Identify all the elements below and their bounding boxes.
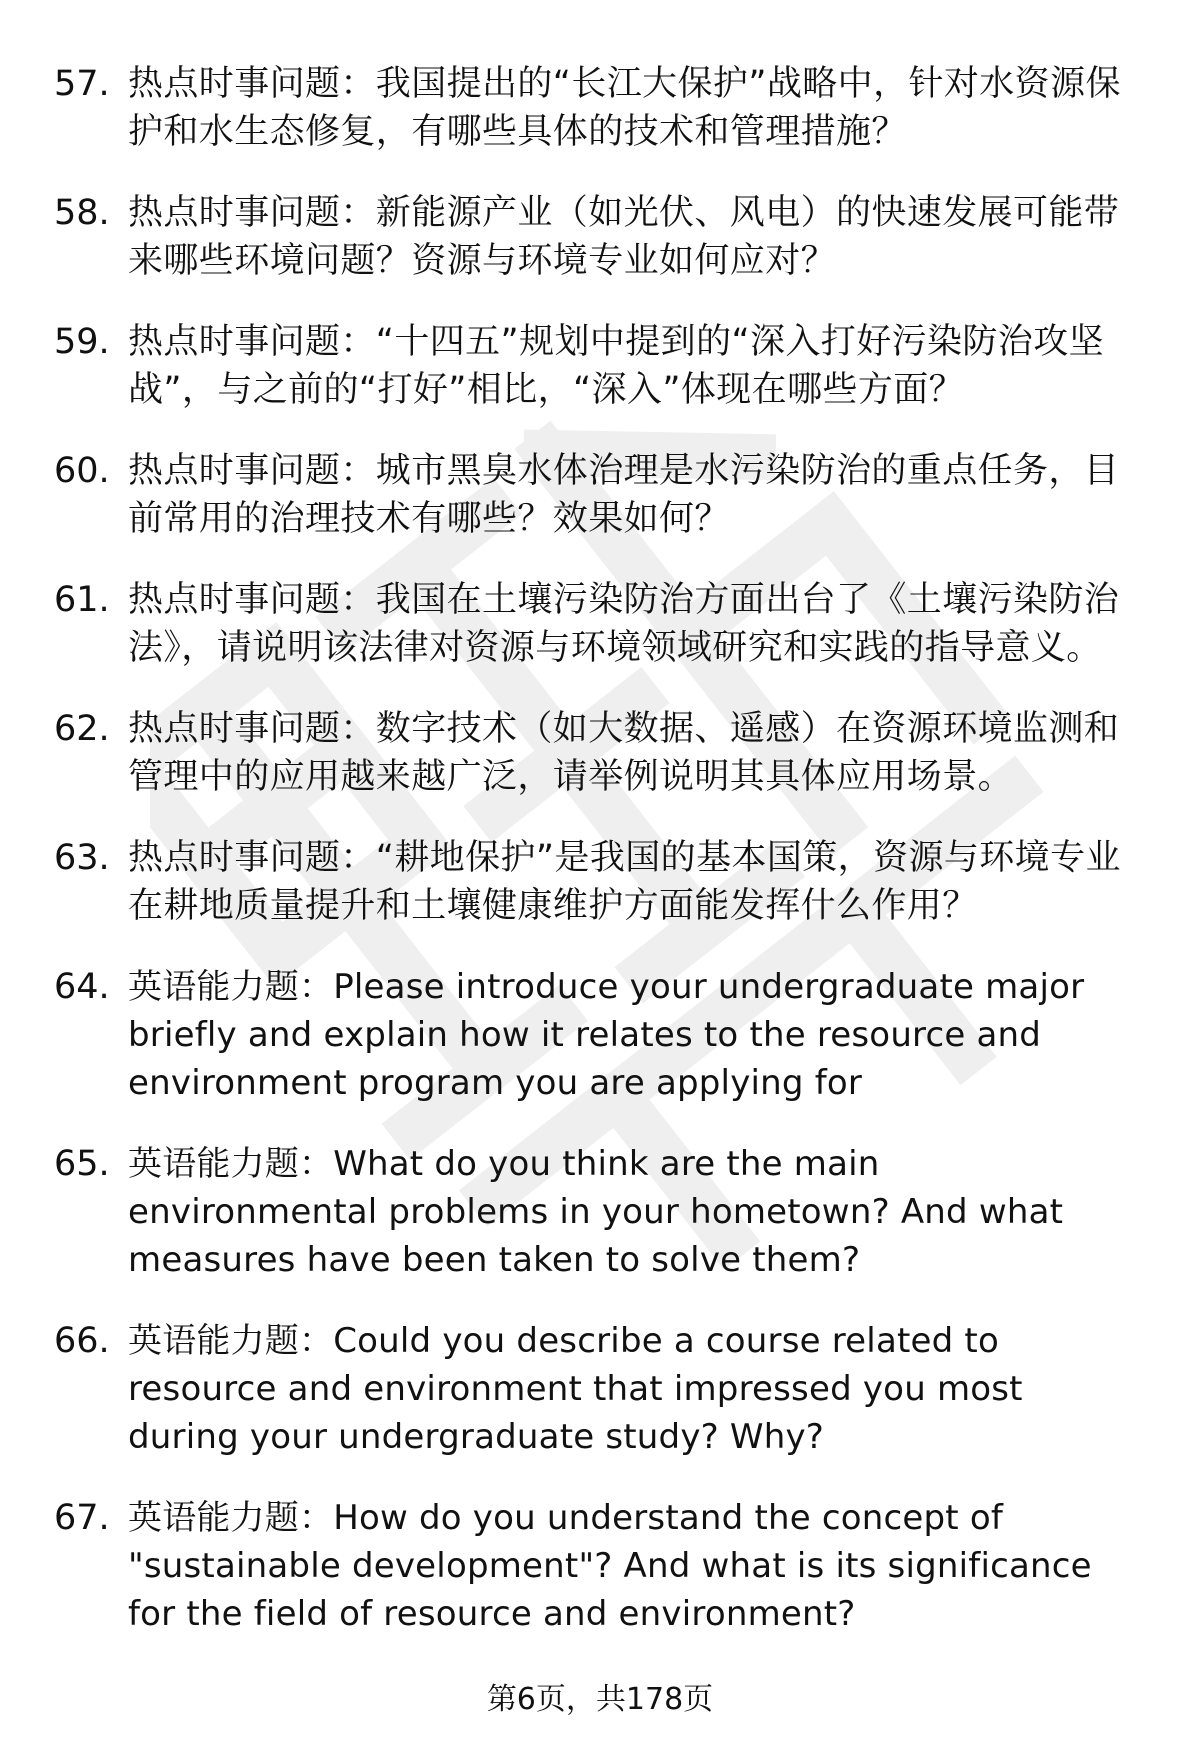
question-item <box>54 189 1154 285</box>
question-item <box>54 834 1154 930</box>
question-text: 英语能力题：Could you describe a course related to resource and environment that impressed you most during your undergraduate study? Why? <box>128 1321 1023 1457</box>
page-footer: 第6页，共178页 <box>486 1682 714 1717</box>
question-item <box>54 1494 1154 1638</box>
question-number: 65. <box>54 1144 110 1184</box>
question-number: 61. <box>54 580 110 620</box>
question-text: 热点时事问题：城市黑臭水体治理是水污染防治的重点任务，目前常用的治理技术有哪些？效果如何？ <box>128 451 1120 539</box>
question-item <box>54 447 1154 543</box>
question-number: 62. <box>54 709 110 749</box>
question-item <box>54 60 1154 156</box>
question-text: 英语能力题：Please introduce your undergraduate major briefly and explain how it relates to the resource and environment program you are applying for <box>128 967 1085 1103</box>
question-item <box>54 963 1154 1107</box>
question-number: 64. <box>54 967 110 1007</box>
question-number: 67. <box>54 1498 110 1538</box>
question-text: 热点时事问题：我国提出的“长江大保护”战略中，针对水资源保护和水生态修复，有哪些具体的技术和管理措施？ <box>128 64 1121 152</box>
question-number: 66. <box>54 1321 110 1361</box>
question-item <box>54 576 1154 672</box>
question-text: 热点时事问题：“耕地保护”是我国的基本国策，资源与环境专业在耕地质量提升和土壤健康维护方面能发挥什么作用？ <box>128 838 1121 926</box>
question-number: 60. <box>54 451 110 491</box>
question-text: 热点时事问题：“十四五”规划中提到的“深入打好污染防治攻坚战”，与之前的“打好”相比，“深入”体现在哪些方面？ <box>128 322 1104 410</box>
question-item <box>54 1140 1154 1284</box>
question-number: 58. <box>54 193 110 233</box>
question-list <box>54 60 1154 1671</box>
question-item <box>54 318 1154 414</box>
question-number: 59. <box>54 322 110 362</box>
question-item <box>54 705 1154 801</box>
question-item <box>54 1317 1154 1461</box>
question-text: 热点时事问题：我国在土壤污染防治方面出台了《土壤污染防治法》，请说明该法律对资源与环境领域研究和实践的指导意义。 <box>128 580 1120 668</box>
question-number: 63. <box>54 838 110 878</box>
question-text: 英语能力题：What do you think are the main environmental problems in your hometown? And what measures have been taken to solve them? <box>128 1144 1064 1280</box>
question-number: 57. <box>54 64 110 104</box>
question-text: 热点时事问题：数字技术（如大数据、遥感）在资源环境监测和管理中的应用越来越广泛，请举例说明其具体应用场景。 <box>128 709 1120 797</box>
question-text: 热点时事问题：新能源产业（如光伏、风电）的快速发展可能带来哪些环境问题？资源与环境专业如何应对？ <box>128 193 1120 281</box>
question-text: 英语能力题：How do you understand the concept of "sustainable development"? And what is its significance for the field of resource and environment? <box>128 1498 1092 1634</box>
